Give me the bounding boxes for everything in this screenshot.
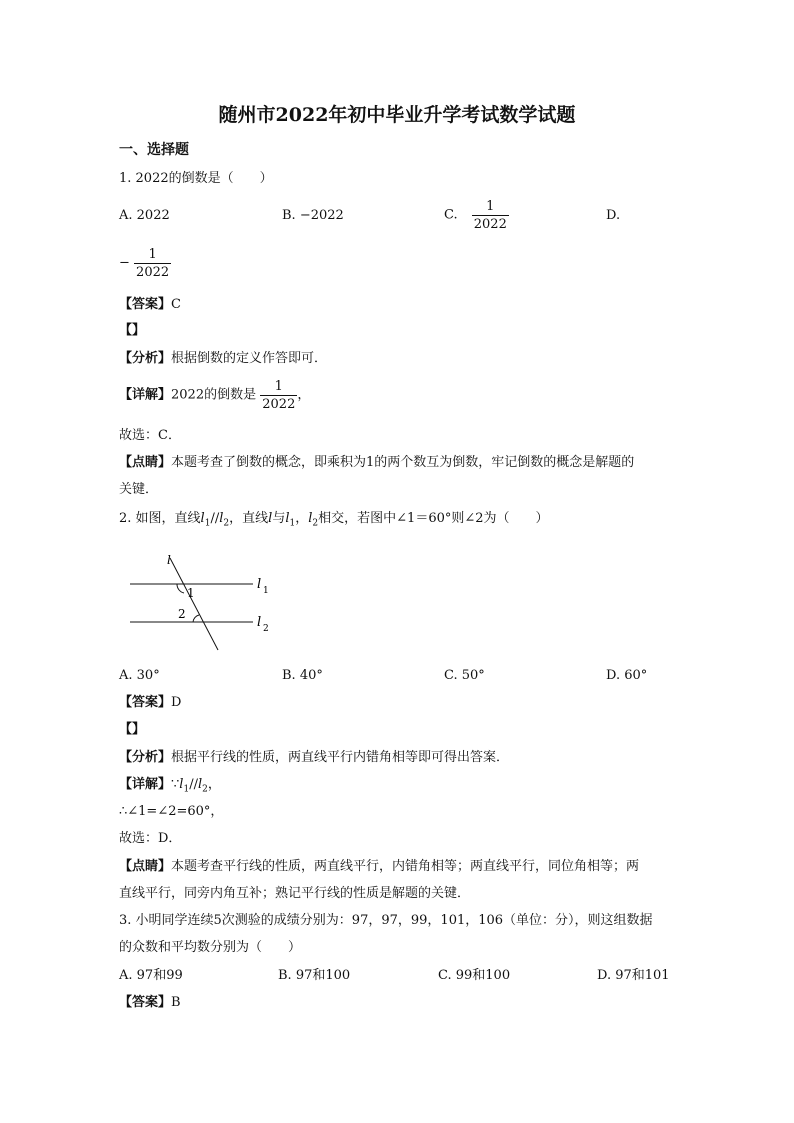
var-l: l (200, 511, 205, 526)
q2-comment (119, 857, 639, 877)
parallel-sign: // (189, 777, 198, 792)
parallel-lines-figure (125, 548, 285, 656)
because-sign: ∵ (171, 777, 180, 792)
q2-stem-text: 与 (272, 511, 286, 526)
q3-answer (119, 993, 181, 1013)
detail-tag: 【详解】 (119, 777, 172, 792)
q2-stem-text: 2. 如图，直线 (119, 511, 201, 526)
q2-option-c: C. 50° (444, 668, 485, 683)
fraction-numerator: 1 (274, 379, 283, 394)
comment-text: 本题考查了倒数的概念，即乘积为1的两个数互为倒数，牢记倒数的概念是解题的 (171, 455, 635, 470)
label-angle1: 1 (187, 586, 195, 600)
q1-option-a: A. 2022 (119, 208, 170, 223)
q2-blank-tag: 【】 (119, 722, 146, 737)
q1-choose: 故选：C． (119, 428, 181, 443)
fraction-numerator: 1 (148, 247, 157, 262)
q3-option-a: A. 97和99 (119, 968, 183, 983)
sub: 1 (204, 518, 211, 529)
q1-option-d-label: D. (606, 208, 621, 223)
q2-analysis (119, 748, 509, 768)
analysis-text: 根据倒数的定义作答即可． (171, 351, 328, 366)
q1-answer (119, 295, 181, 315)
detail-comma: ， (207, 777, 221, 792)
analysis-tag: 【分析】 (119, 750, 172, 765)
q1-comment-cont: 关键． (119, 482, 159, 497)
q1-detail (119, 378, 310, 413)
label-angle2: 2 (178, 607, 186, 621)
q1-option-c-fraction (472, 198, 509, 233)
q1-blank-tag: 【】 (119, 323, 146, 338)
comment-text: 本题考查平行线的性质，两直线平行，内错角相等；两直线平行，同位角相等；两 (171, 859, 640, 874)
q1-stem: 1. 2022的倒数是（ ） (119, 171, 273, 186)
angle2-arc (193, 615, 199, 622)
minus-sign: − (119, 255, 130, 271)
sub: 2 (312, 518, 319, 529)
var-l: l (219, 511, 224, 526)
label-l2-sub: 2 (263, 624, 269, 634)
sub: 1 (289, 518, 296, 529)
fraction-denominator: 2022 (262, 397, 296, 412)
answer-value: C (171, 297, 181, 312)
q1-option-d-fraction (134, 246, 171, 281)
fraction-denominator: 2022 (473, 217, 507, 232)
sub: 1 (183, 784, 190, 795)
label-l1: l (257, 577, 262, 592)
sub: 2 (223, 518, 230, 529)
q2-stem-text: ，直线 (229, 511, 269, 526)
answer-tag: 【答案】 (119, 995, 172, 1010)
q1-option-c (444, 198, 509, 233)
page-title: 随州市2022年初中毕业升学考试数学试题 (218, 104, 576, 126)
var-l: l (308, 511, 313, 526)
analysis-text: 根据平行线的性质，两直线平行内错角相等即可得出答案． (171, 750, 510, 765)
label-l: l (167, 553, 171, 567)
angle1-arc (177, 584, 184, 593)
transversal-line (170, 558, 218, 650)
fraction-denominator: 2022 (136, 265, 170, 280)
section-heading: 一、选择题 (119, 142, 189, 158)
q1-analysis (119, 349, 327, 369)
var-l: l (179, 777, 184, 792)
comment-tag: 【点睛】 (119, 455, 172, 470)
q2-stem-text: ， (295, 511, 309, 526)
var-l: l (268, 511, 273, 526)
q2-option-b: B. 40° (282, 668, 323, 683)
detail-text: 2022的倒数是 (171, 387, 257, 403)
detail-comma: ， (297, 387, 311, 403)
answer-value: B (171, 995, 181, 1010)
q2-choose: 故选：D． (119, 831, 182, 846)
answer-tag: 【答案】 (119, 297, 172, 312)
var-l: l (197, 777, 203, 792)
q3-option-b: B. 97和100 (278, 968, 351, 983)
detail-tag: 【详解】 (119, 387, 172, 403)
q2-comment-cont: 直线平行，同旁内角互补；熟记平行线的性质是解题的关键． (119, 886, 471, 901)
q3-stem: 3. 小明同学连续5次测验的成绩分别为：97，97，99，101，106（单位：分），则这组数据 (119, 913, 653, 928)
q2-stem-text: 相交，若图中∠1＝60°则∠2为（ ） (318, 511, 549, 526)
answer-value: D (171, 695, 182, 710)
label-l1-sub: 1 (263, 586, 269, 596)
q3-stem-cont: 的众数和平均数分别为（ ） (119, 940, 302, 955)
label-l2: l (257, 615, 262, 630)
q2-option-d: D. 60° (606, 668, 648, 683)
q1-option-c-label: C. (444, 207, 458, 223)
q2-therefore: ∴∠1=∠2=60°， (119, 804, 224, 819)
q2-stem (119, 509, 549, 534)
answer-tag: 【答案】 (119, 695, 172, 710)
q2-detail (119, 775, 221, 800)
parallel-sign: // (210, 511, 220, 526)
q1-option-b: B. −2022 (282, 208, 344, 223)
q2-option-a: A. 30° (119, 668, 160, 683)
fraction-numerator: 1 (486, 199, 495, 214)
q1-option-d-value (119, 246, 171, 281)
detail-fraction (260, 378, 297, 413)
q3-option-d: D. 97和101 (597, 968, 670, 983)
analysis-tag: 【分析】 (119, 351, 172, 366)
q2-answer (119, 693, 181, 713)
q1-comment (119, 453, 634, 473)
sub: 2 (202, 784, 208, 795)
comment-tag: 【点睛】 (119, 859, 172, 874)
q3-option-c: C. 99和100 (438, 968, 511, 983)
var-l: l (285, 511, 290, 526)
